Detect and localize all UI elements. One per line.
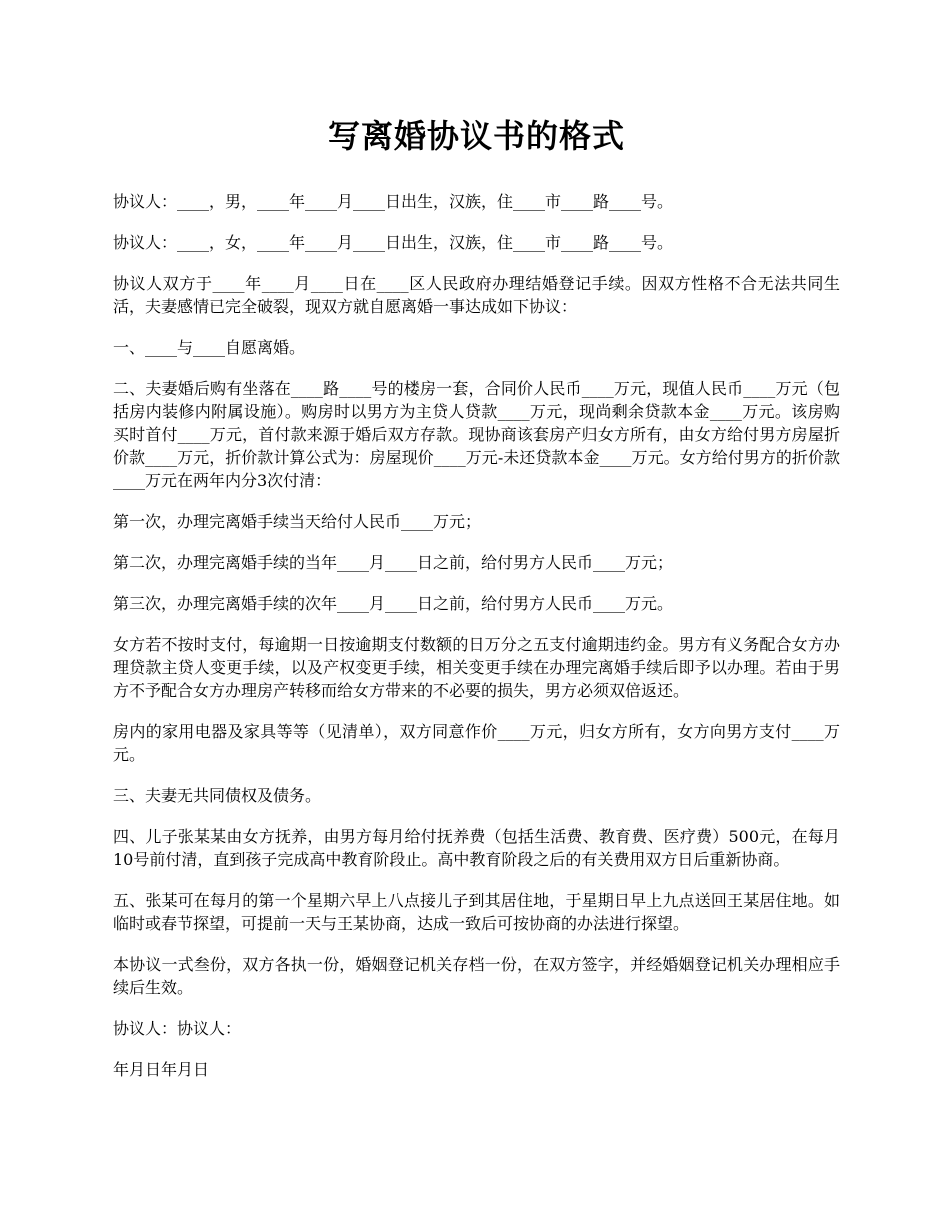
payment-first-paragraph: 第一次，办理完离婚手续当天给付人民币____万元；: [113, 512, 482, 531]
signature-line: 协议人：协议人：: [113, 1019, 242, 1038]
party-one-paragraph: 协议人：____，男，____年____月____日出生，汉族，住____市____路____号。: [113, 192, 674, 211]
party-two-paragraph: 协议人：____，女，____年____月____日出生，汉族，住____市____路____号。: [113, 233, 674, 252]
late-payment-paragraph: 女方若不按时支付，每逾期一日按逾期支付数额的日万分之五支付逾期违约金。男方有义务配合女方办理贷款主贷人变更手续，以及产权变更手续，相关变更手续在办理完离婚手续后即予以办理。若由于男方不予配合女方办理房产转移而给女方带来的不必要的损失，男方必须双倍返还。: [113, 635, 840, 700]
clause-three-paragraph: 三、夫妻无共同债权及债务。: [113, 786, 322, 805]
payment-second-paragraph: 第二次，办理完离婚手续的当年____月____日之前，给付男方人民币____万元；: [113, 553, 674, 572]
preamble-paragraph: 协议人双方于____年____月____日在____区人民政府办理结婚登记手续。因双方性格不合无法共同生活，夫妻感情已完全破裂，现双方就自愿离婚一事达成如下协议：: [113, 274, 840, 316]
appliances-paragraph: 房内的家用电器及家具等等（见清单），双方同意作价____万元，归女方所有，女方向男方支付____万元。: [113, 722, 840, 764]
copies-paragraph: 本协议一式叁份，双方各执一份，婚姻登记机关存档一份，在双方签字，并经婚姻登记机关办理相应手续后生效。: [113, 955, 840, 997]
clause-four-paragraph: 四、儿子张某某由女方抚养，由男方每月给付抚养费（包括生活费、教育费、医疗费）500元，在每月10号前付清，直到孩子完成高中教育阶段止。高中教育阶段之后的有关费用双方日后重新协商。: [113, 827, 840, 869]
payment-third-paragraph: 第三次，办理完离婚手续的次年____月____日之前，给付男方人民币____万元。: [113, 594, 674, 613]
document-title: 写离婚协议书的格式: [327, 117, 625, 155]
clause-one-paragraph: 一、____与____自愿离婚。: [113, 338, 306, 357]
clause-five-paragraph: 五、张某可在每月的第一个星期六早上八点接儿子到其居住地，于星期日早上九点送回王某居住地。如临时或春节探望，可提前一天与王某协商，达成一致后可按协商的办法进行探望。: [113, 891, 840, 933]
date-line: 年月日年月日: [113, 1060, 210, 1079]
document-page: [113, 112, 840, 1099]
clause-two-paragraph: 二、夫妻婚后购有坐落在____路____号的楼房一套，合同价人民币____万元，现值人民币____万元（包括房内装修内附属设施）。购房时以男方为主贷人贷款____万元，现尚剩余贷款本金____万元。该房购买时首付____万元，首付款来源于婚后双方存款。现协商该套房产归女方所有，由女方给付男方房屋折价款____万元，折价款计算公式为：房屋现价____万元-未还贷款本金____万元。女方给付男方的折价款____万元在两年内分3次付清：: [113, 379, 840, 490]
